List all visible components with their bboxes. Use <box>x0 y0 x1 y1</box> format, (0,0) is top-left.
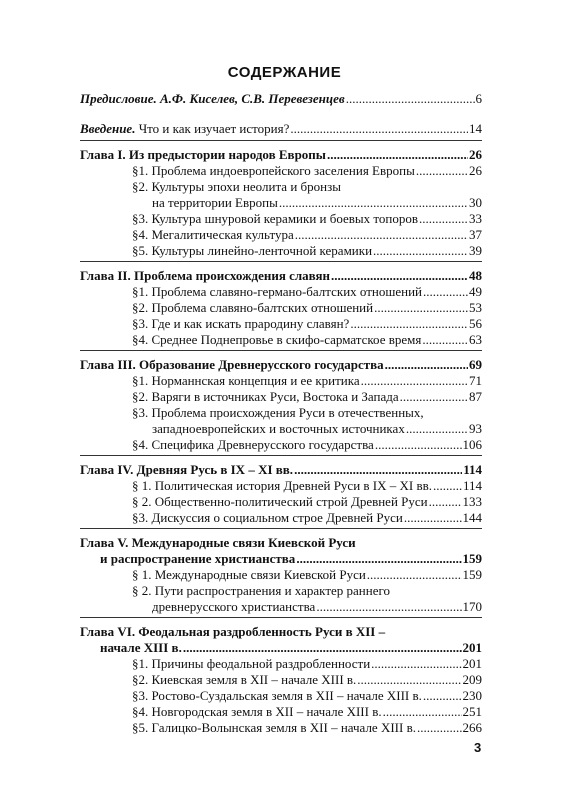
divider <box>80 140 482 141</box>
toc-page-number: 14 <box>469 121 482 136</box>
dot-leader <box>331 268 468 283</box>
toc-section: §1. Проблема индоевропейского заселения Европы ..... 26 <box>132 163 482 178</box>
dot-leader <box>404 510 462 525</box>
toc-section: § 1. Политическая история Древней Руси в IX – XI вв. ..... 114 <box>132 478 482 493</box>
dot-leader <box>357 672 461 687</box>
dot-leader <box>279 195 468 210</box>
toc-section: §5. Галицко-Волынская земля в XII – начале XIII в. ..... 266 <box>132 720 482 735</box>
toc-section: §5. Культуры линейно-ленточной керамики ..... 39 <box>132 243 482 258</box>
toc-chapter-6: начале XIII в. ..... 201 <box>100 640 482 655</box>
toc-section: §4. Среднее Поднепровье в скифо-сарматское время ..... 63 <box>132 332 482 347</box>
toc-section-line: §2. Культуры эпохи неолита и бронзы <box>132 179 341 194</box>
toc-section: §4. Специфика Древнерусского государства ..... 106 <box>132 437 482 452</box>
dot-leader <box>416 163 468 178</box>
intro-label: Введение. <box>80 121 136 136</box>
toc-chapter-3: Глава III. Образование Древнерусского государства ..... 69 <box>80 357 482 372</box>
toc-chapter-2: Глава II. Проблема происхождения славян ..... 48 <box>80 268 482 283</box>
preface-authors: А.Ф. Киселев, С.В. Перевезенцев <box>160 91 345 106</box>
intro-text: Что и как изучает история? <box>138 121 290 136</box>
dot-leader <box>183 640 462 655</box>
toc-section: §1. Проблема славяно-германо-балтских отношений ..... 49 <box>132 284 482 299</box>
dot-leader <box>433 478 462 493</box>
toc-section: западноевропейских и восточных источниках ..... 93 <box>152 421 482 436</box>
dot-leader <box>374 300 468 315</box>
dot-leader <box>406 421 468 436</box>
toc-section: §3. Где и как искать прародину славян? ..... 56 <box>132 316 482 331</box>
toc-section: §3. Ростово-Суздальская земля в XII – начале XIII в. ..... 230 <box>132 688 482 703</box>
dot-leader <box>316 599 461 614</box>
dot-leader <box>296 551 461 566</box>
toc-section: §4. Новгородская земля в XII – начале XIII в. ..... 251 <box>132 704 482 719</box>
toc-section: §2. Киевская земля в XII – начале XIII в. ..... 209 <box>132 672 482 687</box>
divider <box>80 617 482 618</box>
dot-leader <box>423 284 468 299</box>
dot-leader <box>327 147 468 162</box>
dot-leader <box>429 494 462 509</box>
dot-leader <box>346 91 475 106</box>
dot-leader <box>385 357 468 372</box>
toc-entry-intro <box>80 121 482 136</box>
dot-leader <box>371 656 461 671</box>
dot-leader <box>383 704 462 719</box>
toc-section-line: §3. Проблема происхождения Руси в отечественных, <box>132 405 424 420</box>
divider <box>80 350 482 351</box>
dot-leader <box>375 437 462 452</box>
toc-section: §2. Варяги в источниках Руси, Востока и Запада ..... 87 <box>132 389 482 404</box>
toc-section: древнерусского христианства ..... 170 <box>152 599 482 614</box>
dot-leader <box>419 211 468 226</box>
toc-section: §2. Проблема славяно-балтских отношений ..... 53 <box>132 300 482 315</box>
toc-section: §1. Причины феодальной раздробленности ..... 201 <box>132 656 482 671</box>
toc-chapter-5: и распространение христианства ..... 159 <box>100 551 482 566</box>
toc-section-line: § 2. Пути распространения и характер раннего <box>132 583 390 598</box>
toc-section: §4. Мегалитическая культура ..... 37 <box>132 227 482 242</box>
toc-chapter-5-line1: Глава V. Международные связи Киевской Руси <box>80 535 356 550</box>
toc-chapter-1: Глава I. Из предыстории народов Европы ..... 26 <box>80 147 482 162</box>
dot-leader <box>350 316 468 331</box>
toc-chapter-4: Глава IV. Древняя Русь в IX – XI вв. ..... 114 <box>80 462 482 477</box>
dot-leader <box>367 567 462 582</box>
preface-label: Предисловие. <box>80 91 157 106</box>
page-number: 3 <box>474 740 482 755</box>
toc-section: § 2. Общественно-политический строй Древней Руси ..... 133 <box>132 494 482 509</box>
dot-leader <box>361 373 468 388</box>
toc-section: на территории Европы ..... 30 <box>152 195 482 210</box>
dot-leader <box>295 227 468 242</box>
dot-leader <box>294 462 462 477</box>
dot-leader <box>400 389 468 404</box>
dot-leader <box>290 121 468 136</box>
divider <box>80 261 482 262</box>
toc-entry-preface <box>80 91 482 106</box>
divider <box>80 455 482 456</box>
divider <box>80 528 482 529</box>
page-title: СОДЕРЖАНИЕ <box>227 64 342 81</box>
dot-leader <box>423 688 462 703</box>
toc-section: §1. Норманнская концепция и ее критика ..... 71 <box>132 373 482 388</box>
toc-section: §3. Культура шнуровой керамики и боевых топоров ..... 33 <box>132 211 482 226</box>
toc-section: § 1. Международные связи Киевской Руси ..... 159 <box>132 567 482 582</box>
toc-page-number: 6 <box>475 91 482 106</box>
dot-leader <box>417 720 462 735</box>
toc-section: §3. Дискуссия о социальном строе Древней Руси ..... 144 <box>132 510 482 525</box>
toc-chapter-6-line1: Глава VI. Феодальная раздробленность Руси в XII – <box>80 624 386 639</box>
dot-leader <box>373 243 468 258</box>
dot-leader <box>422 332 468 347</box>
